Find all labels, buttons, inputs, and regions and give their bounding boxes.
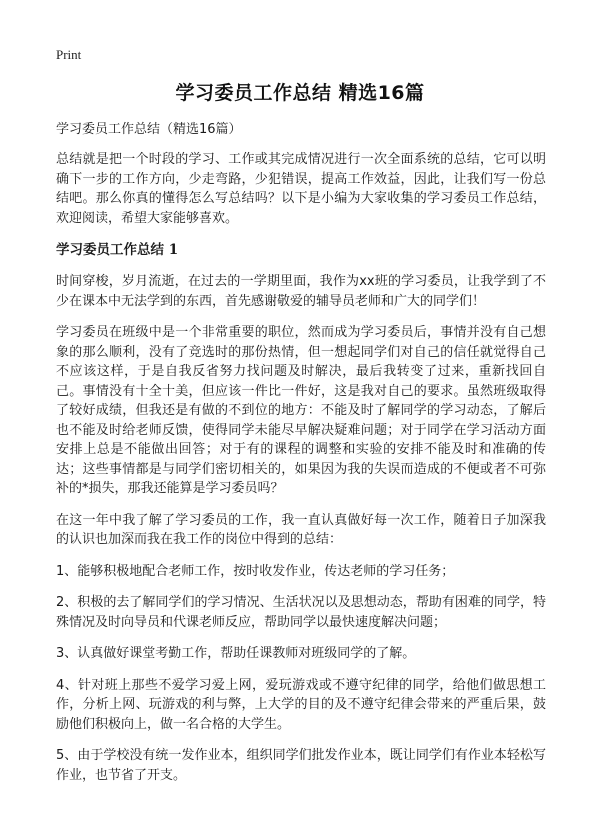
paragraph: 在这一年中我了解了学习委员的工作，我一直认真做好每一次工作，随着日子加深我的认识也加深而我在我工作的岗位中得到的总结： <box>56 512 546 547</box>
paragraph: 时间穿梭，岁月流逝，在过去的一学期里面，我作为xx班的学习委员，让我学到了不少在课本中无法学到的东西，首先感谢敬爱的辅导员老师和广大的同学们！ <box>56 274 546 309</box>
list-item: 4、针对班上那些不爱学习爱上网，爱玩游戏或不遵守纪律的同学，给他们做思想工作，分析上网、玩游戏的利与弊，上大学的目的及不遵守纪律会带来的严重后果，鼓励他们积极向上，做一名合格的大学生。 <box>56 677 546 732</box>
section-heading: 学习委员工作总结 1 <box>56 242 179 258</box>
paragraph: 学习委员在班级中是一个非常重要的职位，然而成为学习委员后，事情并没有自己想象的那么顺利，没有了竞选时的那份热情，但一想起同学们对自己的信任就觉得自己不应该这样，于是自我反省努力找问题及时解决，最后我转变了过来，重新找回自己。事情没有十全十美，但应该一件比一件好，这是我对自己的要求。虽然班级取得了较好成绩，但我还是有做的不到位的地方：不能及时了解同学的学习动态，了解后也不能及时给老师反馈，使得同学未能尽早解决疑难问题；对于同学在学习活动方面安排上总是不能做出回答；对于有的课程的调整和实验的安排不能及时和准确的传达；这些事情都是与同学们密切相关的，如果因为我的失误而造成的不便或者不可弥补的*损失，那我还能算是学习委员吗？ <box>56 325 546 496</box>
document-subtitle: 学习委员工作总结（精选16篇） <box>56 122 242 137</box>
document-body <box>56 120 546 797</box>
list-item: 2、积极的去了解同学们的学习情况、生活状况以及思想动态，帮助有困难的同学，特殊情况及时向导员和代课老师反应，帮助同学以最快速度解决问题； <box>56 595 546 630</box>
page-title: 学习委员工作总结 精选16篇 <box>175 82 425 104</box>
list-item: 1、能够积极地配合老师工作，按时收发作业，传达老师的学习任务； <box>56 563 455 579</box>
list-item: 3、认真做好课堂考勤工作，帮助任课教师对班级同学的了解。 <box>56 646 416 661</box>
list-item: 5、由于学校没有统一发作业本，组织同学们批发作业本，既让同学们有作业本轻松写作业，也节省了开支。 <box>56 748 546 783</box>
intro-paragraph: 总结就是把一个时段的学习、工作或其完成情况进行一次全面系统的总结，它可以明确下一步的工作方向，少走弯路，少犯错误，提高工作效益，因此，让我们写一份总结吧。那么你真的懂得怎么写总结吗？以下是小编为大家收集的学习委员工作总结，欢迎阅读，希望大家能够喜欢。 <box>56 152 546 226</box>
print-link[interactable]: Print <box>56 47 82 62</box>
